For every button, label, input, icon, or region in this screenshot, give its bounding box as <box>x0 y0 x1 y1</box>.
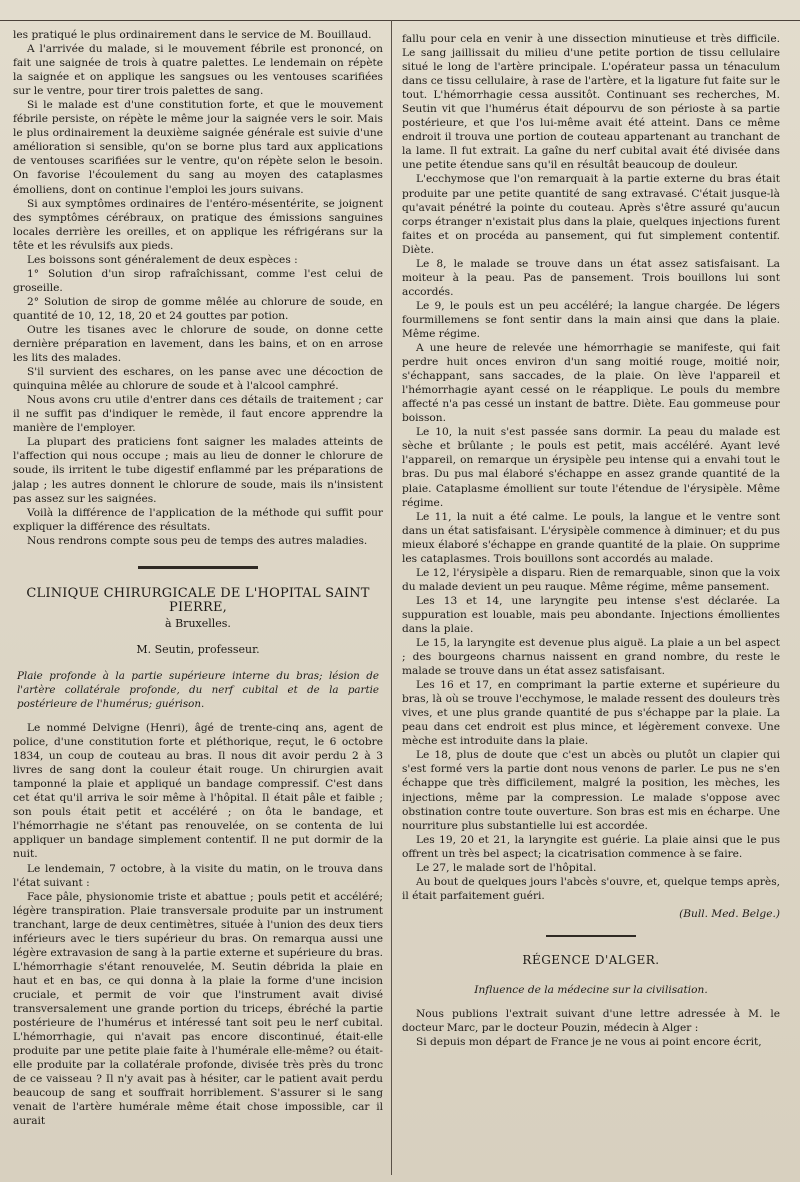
case-paragraph: Le 9, le pouls est un peu accéléré; la langue chargée. De légers fourmillemens se font sentir dans la main ainsi que dans la plaie. Même régime. <box>402 299 780 340</box>
body-paragraph: les pratiqué le plus ordinairement dans le service de M. Bouillaud. <box>13 29 372 41</box>
left-column <box>13 28 383 1128</box>
case-paragraph: Le 27, le malade sort de l'hôpital. <box>416 861 597 874</box>
body-paragraph: Nous avons cru utile d'entrer dans ces détails de traitement ; car il ne suffit pas d'indiquer le remède, il faut encore apprendre la manière de l'employer. <box>13 394 383 435</box>
regence-title: RÉGENCE D'ALGER. <box>522 952 660 967</box>
section-separator-right <box>546 935 636 937</box>
influence-title: Influence de la médecine sur la civilisation. <box>474 984 708 996</box>
right-column <box>402 32 780 1049</box>
body-paragraph: Si aux symptômes ordinaires de l'entéro-mésentérite, se joignent des symptômes cérébraux, on pratique des émissions sanguines locales derrière les oreilles, et on applique les réfrigérans sur la tête et les révulsifs aux pieds. <box>13 197 383 252</box>
body-paragraph: La plupart des praticiens font saigner les malades atteints de l'affection qui nous occupe ; mais au lieu de donner le chlorure de soude, ils irritent le tube digestif enflammé par les préparations de jalap ; les autres donnent le chlorure de soude, mais ils n'insistent pas assez sur les saignées. <box>13 436 383 505</box>
case-paragraph: Le 12, l'érysipèle a disparu. Rien de remarquable, sinon que la voix du malade devient un peu rauque. Même régime, même pansement. <box>402 566 780 593</box>
case-paragraph: Le 18, plus de doute que c'est un abcès ou plutôt un clapier qui s'est formé vers la partie dont nous venons de parler. Le pus ne s'en échappe que très difficilement, malgré la position, les mèches, les injections, même par la compression. Le malade s'oppose avec obstination contre toute ouverture. Son bras est mis en écharpe. Une nourriture plus substantielle lui est accordée. <box>402 749 780 832</box>
case-paragraph: Le 10, la nuit s'est passée sans dormir. La peau du malade est sèche et brûlante ; le pouls est petit, mais accéléré. Ayant levé l'appareil, on remarque un érysipèle peu intense qui a envahi tout le bras. Du pus mal élaboré s'échappe en assez grande quantité de la plaie. Cataplasme émollient sur toute l'étendue de l'érysipèle. Même régime. <box>402 426 780 509</box>
body-paragraph: Nous rendrons compte sous peu de temps des autres maladies. <box>27 534 368 547</box>
clinic-author: M. Seutin, professeur. <box>136 642 260 656</box>
left-paragraphs-a <box>13 28 383 548</box>
clinic-city: à Bruxelles. <box>165 616 231 630</box>
section-separator <box>138 566 258 569</box>
case-paragraph: Le 8, le malade se trouve dans un état assez satisfaisant. La moiteur à la peau. Pas de pansement. Trois bouillons lui sont accordés. <box>402 257 780 298</box>
case-paragraph: L'ecchymose que l'on remarquait à la partie externe du bras était produite par une petite quantité de sang extravasé. C'était jusque-là qu'avait pénétré la pointe du couteau. Après s'être assuré qu'aucun corps étranger n'existait plus dans la plaie, quelques injections furent faites et on procéda au pansement, qui fut simplement contentif. Diète. <box>402 173 780 256</box>
right-paragraphs-b <box>402 1007 780 1049</box>
case-paragraph: Au bout de quelques jours l'abcès s'ouvre, et, quelque temps après, il était parfaitement guéri. <box>402 875 780 902</box>
body-paragraph: Les boissons sont généralement de deux espèces : <box>27 253 298 266</box>
letter-paragraph: Nous publions l'extrait suivant d'une lettre adressée à M. le docteur Marc, par le docteur Pouzin, médecin à Alger : <box>402 1008 780 1035</box>
case-paragraph: A une heure de relevée une hémorrhagie se manifeste, qui fait perdre huit onces environ d'un sang moitié rouge, moitié noir, s'échappant, sans saccades, de la plaie. On lève l'appareil et l'hémorrhagie ayant cessé on le réapplique. Le pouls du membre affecté n'a pas cessé un instant de battre. Diète. Eau gommeuse pour boisson. <box>402 342 780 425</box>
body-paragraph: Voilà la différence de l'application de la méthode qui suffit pour expliquer la différence des résultats. <box>13 506 383 533</box>
body-paragraph: A l'arrivée du malade, si le mouvement fébrile est prononcé, on fait une saignée de trois à quatre palettes. Le lendemain on répète la saignée et on applique les sangsues ou les ventouses scarifiées sur le ventre, pour tirer trois palettes de sang. <box>13 43 383 98</box>
body-paragraph: Outre les tisanes avec le chlorure de soude, on donne cette dernière préparation en lavement, dans les bains, et on en arrose les lits des malades. <box>13 323 383 365</box>
case-paragraph: Les 13 et 14, une laryngite peu intense s'est déclarée. La suppuration est louable, mais peu abondante. Injections émollientes dans la plaie. <box>402 594 780 635</box>
case-paragraph: fallu pour cela en venir à une dissection minutieuse et très difficile. Le sang jaillissait du milieu d'une petite portion de tissu cellulaire situé le long de l'artère principale. L'opérateur passa un ténaculum dans ce tissu cellulaire, à rase de l'artère, et la ligature fut faite sur le tout. L'hémorrhagie cessa aussitôt. Continuant ses recherches, M. Seutin vit que l'humérus était dépourvu de son périoste à sa partie postérieure, et que l'os lui-même avait été atteint. Dans ce même endroit il trouva une portion de couteau appartenant au tranchant de la lame. Il fut extrait. La gaîne du nerf cubital avait été divisée dans une petite étendue sans qu'il en résultât beaucoup de douleur. <box>402 33 780 172</box>
clinic-title: CLINIQUE CHIRURGICALE DE L'HOPITAL SAINT PIERRE, <box>26 585 370 615</box>
case-paragraph: Face pâle, physionomie triste et abattue ; pouls petit et accéléré; légère transpiration. Plaie transversale produite par un instrument tranchant, large de deux centimètres, située à l'union des deux tiers inférieurs avec le tiers supérieur du bras. On remarqua aussi une légère extravasion de sang à la partie externe et supérieure du bras. L'hémorrhagie s'étant renouvelée, M. Seutin débrida la plaie en haut et en bas, ce qui donna à la plaie la forme d'une incision cruciale, et permit de voir que l'instrument avait divisé transversalement une grande portion du triceps, ébréché la partie postérieure de l'humérus et intéressé tant soit peu le nerf cubital. L'hémorrhagie, qui n'avait pas encore discontinué, était-elle produite par une petite plaie faite à l'humérale elle-même? ou était-elle produite par la collatérale profonde, divisée très près du tronc de ce vaisseau ? Il n'y avait pas à hésiter, car le patient avait perdu beaucoup de sang et souffrait horriblement. S'assurer si le sang venait de l'artère humérale même était chose impossible, car il aurait <box>13 890 384 1128</box>
case-paragraph: Le nommé Delvigne (Henri), âgé de trente-cinq ans, agent de police, d'une constitution forte et pléthorique, reçut, le 6 octobre 1834, un coup de couteau au bras. Il nous dit avoir perdu 2 à 3 livres de sang dont la couleur était rouge. Un chirurgien avait tamponné la plaie et appliqué un bandage compressif. C'est dans cet état qu'il arriva le soir même à l'hôpital. Il était pâle et faible ; son pouls était petit et accéléré ; on ôta le bandage, et l'hémorrhagie ne s'étant pas renouvelée, on se contenta de lui appliquer un bandage simplement contentif. Il ne put dormir de la nuit. <box>13 722 383 861</box>
right-paragraphs-a <box>402 32 780 903</box>
body-paragraph: S'il survient des eschares, on les panse avec une décoction de quinquina mêlée au chlorure de soude et à l'alcool camphré. <box>13 366 383 393</box>
case-paragraph: Le 15, la laryngite est devenue plus aiguë. La plaie a un bel aspect ; des bourgeons charnus naissent en grand nombre, du reste le malade se trouve dans un état assez satisfaisant. <box>402 637 780 678</box>
case-paragraph: Le lendemain, 7 octobre, à la visite du matin, on le trouva dans l'état suivant : <box>13 862 383 889</box>
source-signature: (Bull. Med. Belge.) <box>679 907 780 920</box>
left-paragraphs-b <box>13 721 383 1128</box>
body-paragraph: 1° Solution d'un sirop rafraîchissant, comme l'est celui de groseille. <box>13 267 383 294</box>
letter-paragraph: Si depuis mon départ de France je ne vous ai point encore écrit, <box>416 1036 762 1049</box>
case-paragraph: Le 11, la nuit a été calme. Le pouls, la langue et le ventre sont dans un état satisfaisant. L'érysipèle commence à diminuer; et du pus mieux élaboré s'échappe en grande quantité de la plaie. On supprime les cataplasmes. Trois bouillons sont accordés au malade. <box>402 510 780 565</box>
body-paragraph: Si le malade est d'une constitution forte, et que le mouvement fébrile persiste, on répète le même jour la saignée vers le soir. Mais le plus ordinairement la deuxième saignée générale est suivie d'une amélioration si sensible, qu'on se borne plus tard aux applications de ventouses scarifiées sur le ventre, qu'on répète selon le besoin. On favorise l'écoulement du sang au moyen des cataplasmes émolliens, dont on continue l'emploi les jours suivans. <box>13 99 383 196</box>
body-paragraph: 2° Solution de sirop de gomme mêlée au chlorure de soude, en quantité de 10, 12, 18, 20 et 24 gouttes par potion. <box>13 295 383 322</box>
column-divider <box>391 20 392 1175</box>
top-rule <box>0 20 800 21</box>
case-paragraph: Les 16 et 17, en comprimant la partie externe et supérieure du bras, là où se trouve l'ecchymose, le malade ressent des douleurs très vives, et une plus grande quantité de pus s'échappe par la plaie. La peau dans cet endroit est plus mince, et légèrement convexe. Une mèche est introduite dans la plaie. <box>402 679 780 748</box>
case-summary: Plaie profonde à la partie supérieure interne du bras; lésion de l'artère collatérale profonde, du nerf cubital et de la partie postérieure de l'humérus; guérison. <box>17 669 379 711</box>
case-paragraph: Les 19, 20 et 21, la laryngite est guérie. La plaie ainsi que le pus offrent un très bel aspect; la cicatrisation commence à se faire. <box>402 833 780 860</box>
